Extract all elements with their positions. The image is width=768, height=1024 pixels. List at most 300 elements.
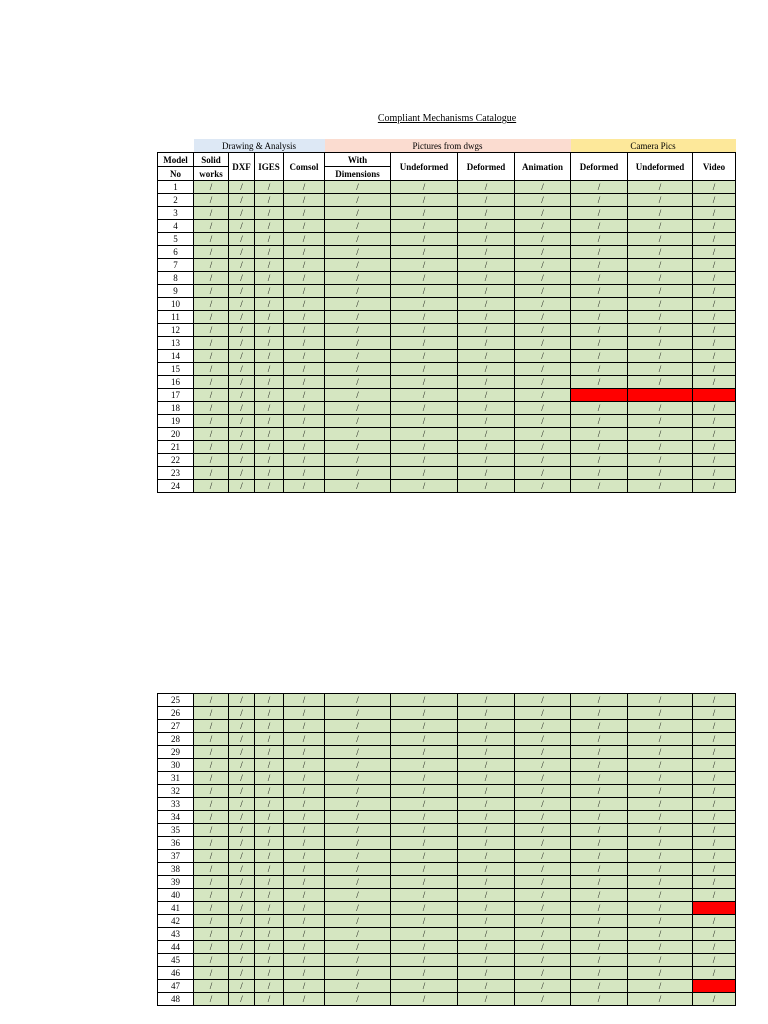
animation-cell: / [515,480,571,493]
undeformed-cell: / [391,389,458,402]
animation-cell: / [515,720,571,733]
solidworks-cell: / [194,954,229,967]
with-dimensions-cell: / [325,311,391,324]
with-dimensions-cell: / [325,246,391,259]
with-dimensions-cell: / [325,415,391,428]
camera-undeformed-cell: / [628,850,693,863]
dxf-cell: / [229,233,255,246]
undeformed-cell: / [391,311,458,324]
iges-cell: / [255,311,284,324]
undeformed-cell: / [391,467,458,480]
video-cell: / [693,772,736,785]
video-cell: / [693,246,736,259]
animation-cell: / [515,363,571,376]
iges-cell: / [255,876,284,889]
comsol-cell: / [284,311,325,324]
with-dimensions-cell: / [325,376,391,389]
table-row [158,480,736,493]
solidworks-cell: / [194,876,229,889]
solidworks-cell: / [194,993,229,1006]
animation-cell: / [515,415,571,428]
model-number-cell: 46 [158,967,194,980]
table-row [158,863,736,876]
deformed-cell: / [458,889,515,902]
deformed-cell: / [458,798,515,811]
model-number-cell: 13 [158,337,194,350]
camera-deformed-cell: / [571,246,628,259]
camera-deformed-cell: / [571,876,628,889]
camera-undeformed-cell: / [628,415,693,428]
comsol-cell: / [284,811,325,824]
undeformed-cell: / [391,337,458,350]
solidworks-cell: / [194,837,229,850]
deformed-cell: / [458,811,515,824]
iges-cell: / [255,415,284,428]
dxf-cell: / [229,272,255,285]
with-dimensions-cell: / [325,746,391,759]
solidworks-cell: / [194,415,229,428]
comsol-cell: / [284,850,325,863]
with-dimensions-cell: / [325,707,391,720]
camera-deformed-cell: / [571,798,628,811]
camera-deformed-cell: / [571,720,628,733]
undeformed-cell: / [391,720,458,733]
header-model-no-line2: No [158,167,194,181]
model-number-cell: 42 [158,915,194,928]
catalogue-title: Compliant Mechanisms Catalogue [377,113,517,124]
comsol-cell: / [284,993,325,1006]
deformed-cell: / [458,954,515,967]
undeformed-cell: / [391,207,458,220]
animation-cell: / [515,311,571,324]
camera-undeformed-cell: / [628,759,693,772]
video-cell: / [693,850,736,863]
undeformed-cell: / [391,707,458,720]
table-row [158,759,736,772]
camera-deformed-cell: / [571,902,628,915]
video-cell: / [693,402,736,415]
comsol-cell: / [284,889,325,902]
comsol-cell: / [284,285,325,298]
camera-deformed-cell: / [571,298,628,311]
solidworks-cell: / [194,467,229,480]
undeformed-cell: / [391,363,458,376]
video-cell: / [693,811,736,824]
video-missing-cell [693,389,736,402]
undeformed-cell: / [391,954,458,967]
iges-cell: / [255,441,284,454]
animation-cell: / [515,811,571,824]
model-number-cell: 8 [158,272,194,285]
iges-cell: / [255,798,284,811]
catalogue-table-page-2 [157,693,736,1006]
deformed-cell: / [458,837,515,850]
solidworks-cell: / [194,824,229,837]
with-dimensions-cell: / [325,194,391,207]
deformed-cell: / [458,467,515,480]
camera-undeformed-cell: / [628,350,693,363]
animation-cell: / [515,389,571,402]
model-number-cell: 2 [158,194,194,207]
model-number-cell: 9 [158,285,194,298]
model-number-cell: 23 [158,467,194,480]
camera-undeformed-cell: / [628,285,693,298]
table-row [158,772,736,785]
solidworks-cell: / [194,785,229,798]
undeformed-cell: / [391,941,458,954]
video-cell: / [693,707,736,720]
camera-deformed-cell: / [571,324,628,337]
video-cell: / [693,467,736,480]
model-number-cell: 10 [158,298,194,311]
animation-cell: / [515,194,571,207]
camera-undeformed-cell: / [628,694,693,707]
animation-cell: / [515,233,571,246]
table-row [158,941,736,954]
with-dimensions-cell: / [325,759,391,772]
animation-cell: / [515,733,571,746]
camera-undeformed-cell: / [628,876,693,889]
comsol-cell: / [284,694,325,707]
comsol-cell: / [284,480,325,493]
comsol-cell: / [284,980,325,993]
deformed-cell: / [458,733,515,746]
comsol-cell: / [284,876,325,889]
with-dimensions-cell: / [325,733,391,746]
solidworks-cell: / [194,363,229,376]
video-cell: / [693,194,736,207]
video-cell: / [693,876,736,889]
with-dimensions-cell: / [325,694,391,707]
video-cell: / [693,720,736,733]
deformed-cell: / [458,259,515,272]
comsol-cell: / [284,707,325,720]
dxf-cell: / [229,428,255,441]
with-dimensions-cell: / [325,993,391,1006]
deformed-cell: / [458,324,515,337]
iges-cell: / [255,298,284,311]
camera-deformed-cell: / [571,402,628,415]
table-row [158,207,736,220]
video-cell: / [693,798,736,811]
camera-deformed-cell: / [571,311,628,324]
video-cell: / [693,915,736,928]
model-number-cell: 43 [158,928,194,941]
camera-undeformed-cell: / [628,993,693,1006]
dxf-cell: / [229,733,255,746]
iges-cell: / [255,454,284,467]
camera-deformed-cell: / [571,824,628,837]
iges-cell: / [255,967,284,980]
model-number-cell: 1 [158,181,194,194]
with-dimensions-cell: / [325,824,391,837]
iges-cell: / [255,376,284,389]
with-dimensions-cell: / [325,798,391,811]
with-dimensions-cell: / [325,337,391,350]
model-number-cell: 27 [158,720,194,733]
with-dimensions-cell: / [325,863,391,876]
deformed-cell: / [458,759,515,772]
video-cell: / [693,337,736,350]
comsol-cell: / [284,746,325,759]
deformed-cell: / [458,915,515,928]
solidworks-cell: / [194,707,229,720]
dxf-cell: / [229,811,255,824]
comsol-cell: / [284,324,325,337]
video-cell: / [693,207,736,220]
video-cell: / [693,454,736,467]
solidworks-cell: / [194,389,229,402]
iges-cell: / [255,850,284,863]
iges-cell: / [255,350,284,363]
solidworks-cell: / [194,694,229,707]
header-animation: Animation [515,153,571,181]
table-row [158,967,736,980]
iges-cell: / [255,694,284,707]
animation-cell: / [515,993,571,1006]
model-number-cell: 26 [158,707,194,720]
camera-deformed-cell: / [571,285,628,298]
deformed-cell: / [458,389,515,402]
iges-cell: / [255,811,284,824]
iges-cell: / [255,733,284,746]
table-row [158,837,736,850]
camera-undeformed-cell: / [628,980,693,993]
deformed-cell: / [458,311,515,324]
table-row [158,350,736,363]
table-row [158,850,736,863]
header-solidworks-line2: works [194,167,229,181]
deformed-cell: / [458,415,515,428]
video-cell: / [693,441,736,454]
with-dimensions-cell: / [325,811,391,824]
camera-undeformed-cell: / [628,772,693,785]
undeformed-cell: / [391,285,458,298]
with-dimensions-cell: / [325,467,391,480]
iges-cell: / [255,941,284,954]
table-row [158,259,736,272]
comsol-cell: / [284,798,325,811]
solidworks-cell: / [194,980,229,993]
model-number-cell: 31 [158,772,194,785]
with-dimensions-cell: / [325,181,391,194]
undeformed-cell: / [391,480,458,493]
with-dimensions-cell: / [325,876,391,889]
table-row [158,389,736,402]
undeformed-cell: / [391,428,458,441]
dxf-cell: / [229,311,255,324]
solidworks-cell: / [194,772,229,785]
deformed-cell: / [458,980,515,993]
deformed-cell: / [458,441,515,454]
animation-cell: / [515,824,571,837]
video-cell: / [693,376,736,389]
model-number-cell: 20 [158,428,194,441]
dxf-cell: / [229,285,255,298]
camera-undeformed-cell: / [628,889,693,902]
iges-cell: / [255,954,284,967]
video-cell: / [693,480,736,493]
camera-undeformed-cell: / [628,967,693,980]
comsol-cell: / [284,454,325,467]
deformed-cell: / [458,272,515,285]
animation-cell: / [515,376,571,389]
video-cell: / [693,259,736,272]
table-row [158,993,736,1006]
iges-cell: / [255,337,284,350]
camera-undeformed-cell: / [628,811,693,824]
table-row [158,441,736,454]
undeformed-cell: / [391,824,458,837]
video-cell: / [693,181,736,194]
video-cell: / [693,298,736,311]
dxf-cell: / [229,759,255,772]
camera-undeformed-cell: / [628,720,693,733]
table-row [158,889,736,902]
deformed-cell: / [458,207,515,220]
model-number-cell: 29 [158,746,194,759]
table-row [158,285,736,298]
model-number-cell: 32 [158,785,194,798]
iges-cell: / [255,772,284,785]
solidworks-cell: / [194,850,229,863]
dxf-cell: / [229,993,255,1006]
camera-undeformed-cell: / [628,441,693,454]
camera-deformed-cell: / [571,467,628,480]
undeformed-cell: / [391,915,458,928]
comsol-cell: / [284,350,325,363]
with-dimensions-cell: / [325,915,391,928]
iges-cell: / [255,889,284,902]
camera-undeformed-cell: / [628,746,693,759]
model-number-cell: 15 [158,363,194,376]
model-number-cell: 14 [158,350,194,363]
iges-cell: / [255,707,284,720]
camera-deformed-cell: / [571,441,628,454]
with-dimensions-cell: / [325,889,391,902]
video-cell: / [693,694,736,707]
solidworks-cell: / [194,759,229,772]
model-number-cell: 21 [158,441,194,454]
model-number-cell: 24 [158,480,194,493]
comsol-cell: / [284,837,325,850]
camera-undeformed-cell: / [628,272,693,285]
with-dimensions-cell: / [325,259,391,272]
table-row [158,980,736,993]
solidworks-cell: / [194,733,229,746]
table-row [158,415,736,428]
deformed-cell: / [458,233,515,246]
comsol-cell: / [284,967,325,980]
model-number-cell: 48 [158,993,194,1006]
dxf-cell: / [229,876,255,889]
undeformed-cell: / [391,902,458,915]
animation-cell: / [515,967,571,980]
model-number-cell: 44 [158,941,194,954]
iges-cell: / [255,759,284,772]
model-number-cell: 12 [158,324,194,337]
camera-undeformed-cell: / [628,480,693,493]
animation-cell: / [515,272,571,285]
table-row [158,720,736,733]
camera-deformed-cell: / [571,915,628,928]
animation-cell: / [515,454,571,467]
solidworks-cell: / [194,902,229,915]
undeformed-cell: / [391,733,458,746]
undeformed-cell: / [391,298,458,311]
with-dimensions-cell: / [325,272,391,285]
with-dimensions-cell: / [325,220,391,233]
deformed-cell: / [458,993,515,1006]
comsol-cell: / [284,441,325,454]
dxf-cell: / [229,454,255,467]
with-dimensions-cell: / [325,941,391,954]
deformed-cell: / [458,694,515,707]
group-header-camera-pics: Camera Pics [571,139,736,153]
iges-cell: / [255,233,284,246]
header-camera-undeformed: Undeformed [628,153,693,181]
deformed-cell: / [458,428,515,441]
camera-undeformed-cell: / [628,246,693,259]
deformed-cell: / [458,785,515,798]
video-cell: / [693,350,736,363]
dxf-cell: / [229,720,255,733]
table-row [158,811,736,824]
camera-undeformed-cell: / [628,941,693,954]
table-row [158,376,736,389]
dxf-cell: / [229,707,255,720]
deformed-cell: / [458,928,515,941]
video-cell: / [693,759,736,772]
video-cell: / [693,837,736,850]
solidworks-cell: / [194,285,229,298]
undeformed-cell: / [391,233,458,246]
camera-deformed-cell: / [571,954,628,967]
camera-deformed-cell: / [571,837,628,850]
table-row [158,246,736,259]
camera-undeformed-cell: / [628,233,693,246]
comsol-cell: / [284,376,325,389]
camera-undeformed-cell: / [628,785,693,798]
table-row [158,785,736,798]
video-missing-cell [693,902,736,915]
camera-deformed-cell: / [571,811,628,824]
solidworks-cell: / [194,298,229,311]
camera-deformed-cell: / [571,785,628,798]
comsol-cell: / [284,207,325,220]
video-cell: / [693,824,736,837]
camera-undeformed-cell: / [628,467,693,480]
with-dimensions-cell: / [325,785,391,798]
model-number-cell: 3 [158,207,194,220]
comsol-cell: / [284,233,325,246]
header-video: Video [693,153,736,181]
model-number-cell: 6 [158,246,194,259]
iges-cell: / [255,324,284,337]
header-camera-deformed: Deformed [571,153,628,181]
solidworks-cell: / [194,454,229,467]
header-dxf: DXF [229,153,255,181]
camera-undeformed-cell: / [628,259,693,272]
comsol-cell: / [284,733,325,746]
animation-cell: / [515,259,571,272]
animation-cell: / [515,928,571,941]
table-row [158,181,736,194]
iges-cell: / [255,915,284,928]
deformed-cell: / [458,298,515,311]
table-row [158,454,736,467]
table-row [158,733,736,746]
